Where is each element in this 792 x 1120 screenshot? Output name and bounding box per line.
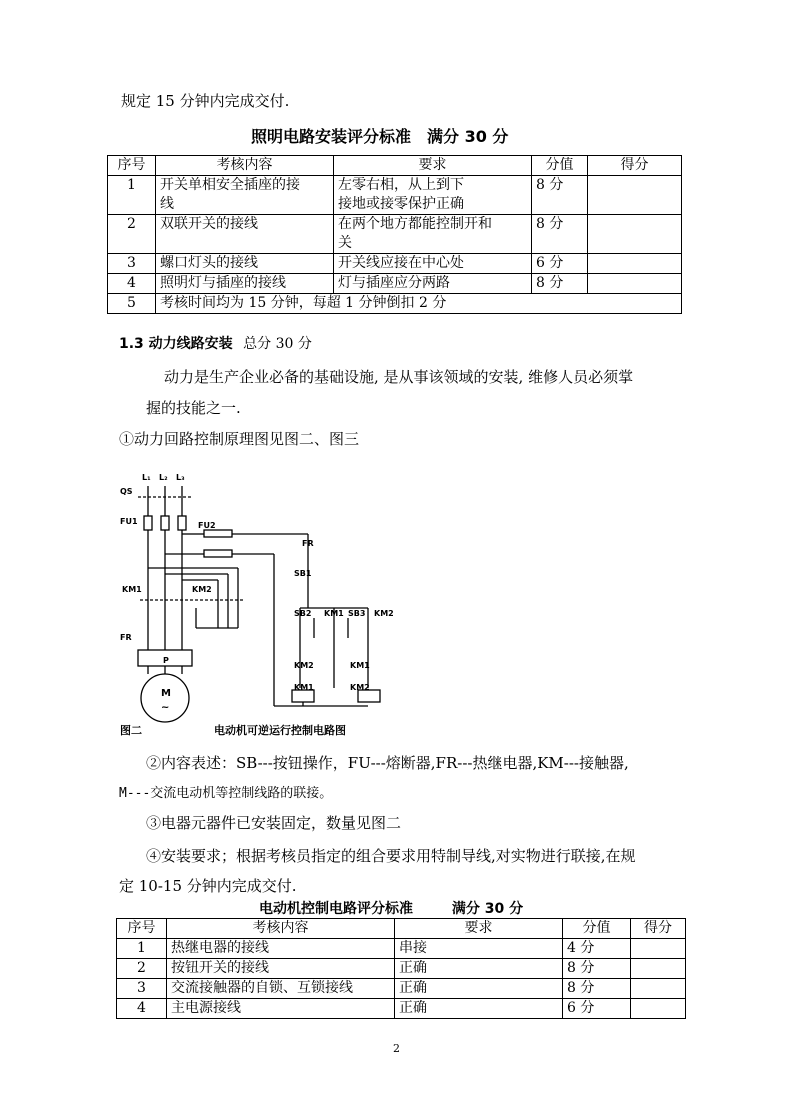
paragraph-line: 握的技能之一.	[146, 399, 241, 417]
figure-title: 电动机可逆运行控制电路图	[214, 724, 346, 737]
header-cell: 考核内容	[167, 919, 395, 939]
label-km1: KM1	[122, 585, 142, 594]
row-requirement: 串接	[395, 939, 563, 959]
row-score: 6 分	[563, 999, 631, 1019]
row-score: 8 分	[563, 959, 631, 979]
row-got	[588, 215, 682, 254]
header-cell: 序号	[117, 919, 167, 939]
list-item: ④安装要求；根据考核员指定的组合要求用特制导线,对实物进行联接,在规	[146, 847, 636, 865]
list-item-cont: 定 10-15 分钟内完成交付.	[119, 877, 297, 895]
label-sb3: SB3	[348, 609, 366, 618]
row-content: 交流接触器的自锁、互锁接线	[167, 979, 395, 999]
label-km2d: KM2	[350, 683, 370, 692]
section-title: 1.3 动力线路安装	[119, 336, 233, 352]
table-row	[117, 979, 686, 999]
motor-table-title	[259, 898, 523, 918]
row-requirement: 灯与插座应分两路	[334, 274, 532, 294]
label-l3: L₃	[176, 473, 185, 482]
row-score: 8 分	[532, 274, 588, 294]
list-item: ①动力回路控制原理图见图二、图三	[119, 430, 360, 448]
row-content: 双联开关的接线	[156, 215, 334, 254]
row-content: 按钮开关的接线	[167, 959, 395, 979]
list-item-cont: M---交流电动机等控制线路的联接。	[119, 786, 333, 801]
fuse-fu1	[144, 516, 152, 530]
label-km2b: KM2	[374, 609, 394, 618]
label-fr-left: FR	[120, 633, 132, 642]
row-number: 2	[117, 959, 167, 979]
row-got	[631, 959, 686, 979]
row-requirement: 开关线应接在中心处	[334, 254, 532, 274]
label-km1c: KM1	[350, 661, 370, 670]
label-p: P	[163, 656, 169, 665]
row-score: 8 分	[563, 979, 631, 999]
lighting-table-title: 照明电路安装评分标准 满分 30 分	[251, 127, 509, 146]
motor-table-title-text: 电动机控制电路评分标准	[259, 901, 413, 917]
paragraph-line: 动力是生产企业必备的基础设施, 是从事该领域的安装, 维修人员必须掌	[164, 368, 634, 386]
row-number: 4	[117, 999, 167, 1019]
row-requirement: 正确	[395, 999, 563, 1019]
table-footer-row	[108, 294, 682, 314]
section-heading	[119, 333, 312, 353]
row-requirement: 在两个地方都能控制开和 关	[334, 215, 532, 254]
label-sb2: SB2	[294, 609, 312, 618]
header-cell: 分值	[563, 919, 631, 939]
header-cell: 得分	[631, 919, 686, 939]
label-sb1: SB1	[294, 569, 312, 578]
row-got	[588, 274, 682, 294]
label-km2: KM2	[192, 585, 212, 594]
label-fu1: FU1	[120, 517, 138, 526]
intro-line: 规定 15 分钟内完成交付.	[121, 92, 290, 110]
motor-table-full-score: 满分 30 分	[451, 901, 524, 917]
label-fr: FR	[302, 539, 314, 548]
label-l2: L₂	[159, 473, 168, 482]
row-content: 主电源接线	[167, 999, 395, 1019]
row-content: 螺口灯头的接线	[156, 254, 334, 274]
row-number: 1	[108, 176, 156, 215]
row-got	[631, 939, 686, 959]
table-row	[108, 176, 682, 215]
footer-note: 考核时间均为 15 分钟，每超 1 分钟倒扣 2 分	[156, 294, 682, 314]
row-number: 2	[108, 215, 156, 254]
table-row	[108, 254, 682, 274]
row-score: 4 分	[563, 939, 631, 959]
label-tilde: ~	[161, 702, 170, 713]
row-number: 1	[117, 939, 167, 959]
header-cell: 要求	[395, 919, 563, 939]
row-number: 5	[108, 294, 156, 314]
row-got	[631, 979, 686, 999]
row-content: 开关单相安全插座的接 线	[156, 176, 334, 215]
header-cell: 分值	[532, 156, 588, 176]
header-cell: 考核内容	[156, 156, 334, 176]
row-score: 8 分	[532, 215, 588, 254]
header-cell: 得分	[588, 156, 682, 176]
table-header-row	[108, 156, 682, 176]
row-score: 8 分	[532, 176, 588, 215]
label-m: M	[161, 688, 171, 699]
row-requirement: 正确	[395, 959, 563, 979]
table-header-row	[117, 919, 686, 939]
page-number: 2	[393, 1042, 400, 1055]
row-got	[588, 254, 682, 274]
row-requirement: 左零右相，从上到下 接地或接零保护正确	[334, 176, 532, 215]
table-row	[117, 939, 686, 959]
label-km2c: KM2	[294, 661, 314, 670]
motor-control-diagram	[118, 468, 398, 740]
row-number: 3	[117, 979, 167, 999]
row-number: 4	[108, 274, 156, 294]
table-row	[117, 959, 686, 979]
list-item: ②内容表述：SB---按钮操作，FU---熔断器,FR---热继电器,KM---接触器,	[146, 754, 629, 772]
section-total: 总分 30 分	[243, 336, 312, 352]
table-row	[108, 215, 682, 254]
label-l1: L₁	[142, 473, 151, 482]
label-km1b: KM1	[324, 609, 344, 618]
label-km1d: KM1	[294, 683, 314, 692]
row-got	[631, 999, 686, 1019]
header-cell: 序号	[108, 156, 156, 176]
lighting-score-table	[107, 155, 682, 314]
row-got	[588, 176, 682, 215]
header-cell: 要求	[334, 156, 532, 176]
row-number: 3	[108, 254, 156, 274]
list-item: ③电器元器件已安装固定，数量见图二	[146, 814, 402, 832]
figure-number: 图二	[120, 724, 142, 737]
motor-score-table	[116, 918, 686, 1019]
row-score: 6 分	[532, 254, 588, 274]
label-qs: QS	[120, 487, 133, 496]
label-fu2: FU2	[198, 521, 216, 530]
row-content: 照明灯与插座的接线	[156, 274, 334, 294]
row-content: 热继电器的接线	[167, 939, 395, 959]
row-requirement: 正确	[395, 979, 563, 999]
fuse-fu2	[204, 530, 232, 537]
table-row	[117, 999, 686, 1019]
table-row	[108, 274, 682, 294]
